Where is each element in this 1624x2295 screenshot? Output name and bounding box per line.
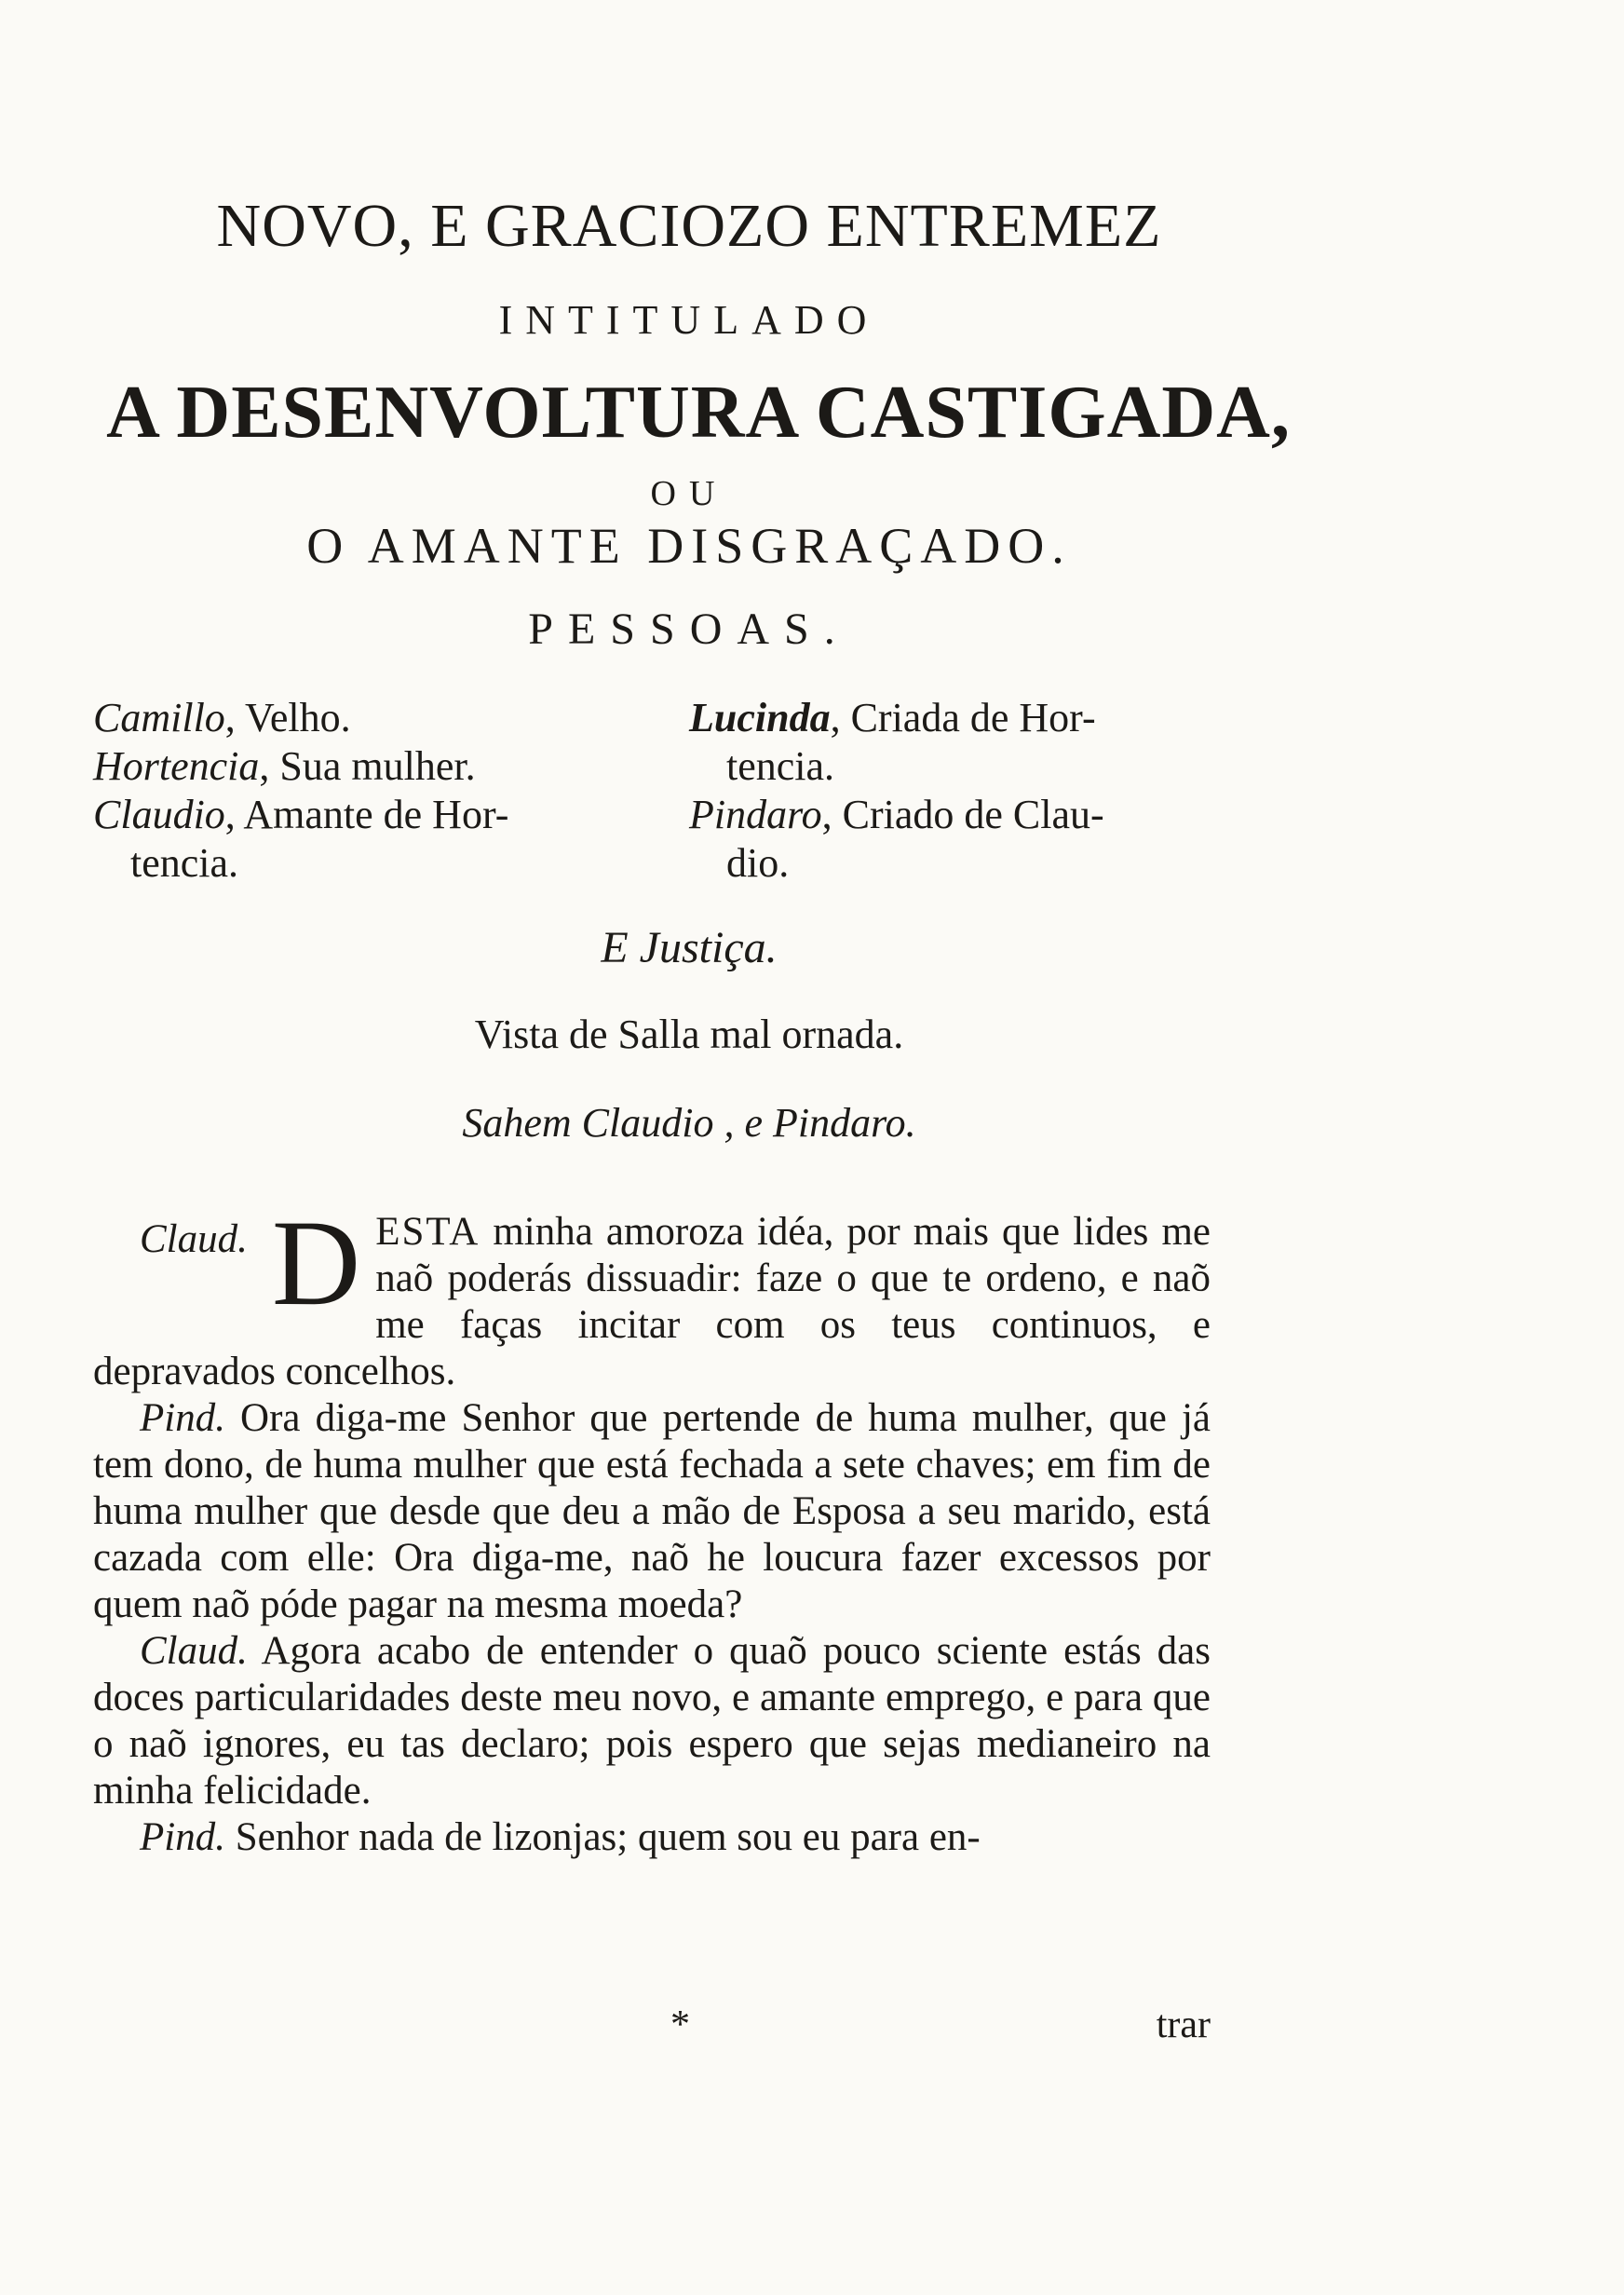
cast-column-left	[93, 694, 633, 888]
speaker-label: Pind.	[140, 1396, 225, 1440]
character-name: Lucinda	[689, 695, 831, 740]
cast-entry	[93, 742, 633, 791]
scene-direction: Vista de Salla mal ornada.	[474, 1012, 904, 1057]
speech-text: Ora diga-me Senhor que pertende de huma mulher, que já tem dono, de huma mulher que está fechada a sete chaves; em fim de huma mulher que desde que deu a mão de Esposa a seu marido, está cazada com elle: Ora diga-me, naõ he loucura fazer excessos por quem naõ póde pagar na mesma moeda?	[93, 1396, 1211, 1626]
opening-smallcaps: ESTA	[375, 1210, 480, 1254]
justica-line: E Justiça.	[601, 923, 778, 972]
dialogue-body	[93, 1194, 1211, 1861]
title-line-2: INTITULADO	[498, 297, 880, 343]
character-role: , Sua mulher.	[259, 743, 476, 789]
main-title: A DESENVOLTURA CASTIGADA,	[106, 372, 1291, 454]
speech-text: minha amoroza idéa, por mais que lides me naõ poderás dissuadir: faze o que te ordeno, e naõ me faças incitar com os teus continuos, e depravados concelhos.	[93, 1210, 1211, 1393]
character-role-continued: tencia.	[130, 840, 239, 886]
subtitle: O AMANTE DISGRAÇADO.	[306, 518, 1072, 574]
title-line-1: NOVO, E GRACIOZO ENTREMEZ	[216, 192, 1162, 260]
drop-cap: D	[271, 1194, 361, 1331]
character-role: , Amante de Hor-	[224, 792, 509, 837]
catchword: trar	[1156, 2003, 1211, 2046]
cast-entry	[93, 694, 633, 742]
speech-pindaro-2	[93, 1814, 1211, 1861]
speech-claudio-2	[93, 1628, 1211, 1814]
cast-entry	[689, 791, 1248, 888]
speech-pindaro-1	[93, 1395, 1211, 1628]
character-role: , Velho.	[224, 695, 351, 740]
cast-entry	[689, 694, 1248, 791]
cast-entry	[93, 791, 633, 888]
speech-text: Senhor nada de lizonjas; quem sou eu para en-	[224, 1815, 981, 1859]
entrance-direction: Sahem Claudio , e Pindaro.	[462, 1100, 916, 1146]
character-name: Pindaro	[689, 792, 822, 837]
character-name: Claudio	[93, 792, 225, 837]
speaker-label: Pind.	[140, 1815, 225, 1859]
character-name: Camillo	[93, 695, 225, 740]
character-role: , Criada de Hor-	[830, 695, 1096, 740]
speech-text: Agora acabo de entender o quaõ pouco sciente estás das doces particularidades deste meu novo, e amante emprego, e para que o naõ ignores, eu tas declaro; pois espero que sejas medianeiro na minha felicidade.	[93, 1629, 1211, 1813]
character-role-continued: tencia.	[726, 743, 835, 789]
title-ou: OU	[650, 474, 728, 513]
signature-mark: *	[670, 2003, 690, 2046]
speaker-label: Claud.	[140, 1217, 248, 1261]
character-role-continued: dio.	[726, 840, 790, 886]
speaker-label: Claud.	[140, 1629, 248, 1673]
character-name: Hortencia	[93, 743, 260, 789]
speech-claudio-1	[93, 1194, 1211, 1395]
character-role: , Criado de Clau-	[821, 792, 1104, 837]
cast-heading: PESSOAS.	[528, 604, 850, 654]
cast-column-right	[689, 694, 1248, 888]
